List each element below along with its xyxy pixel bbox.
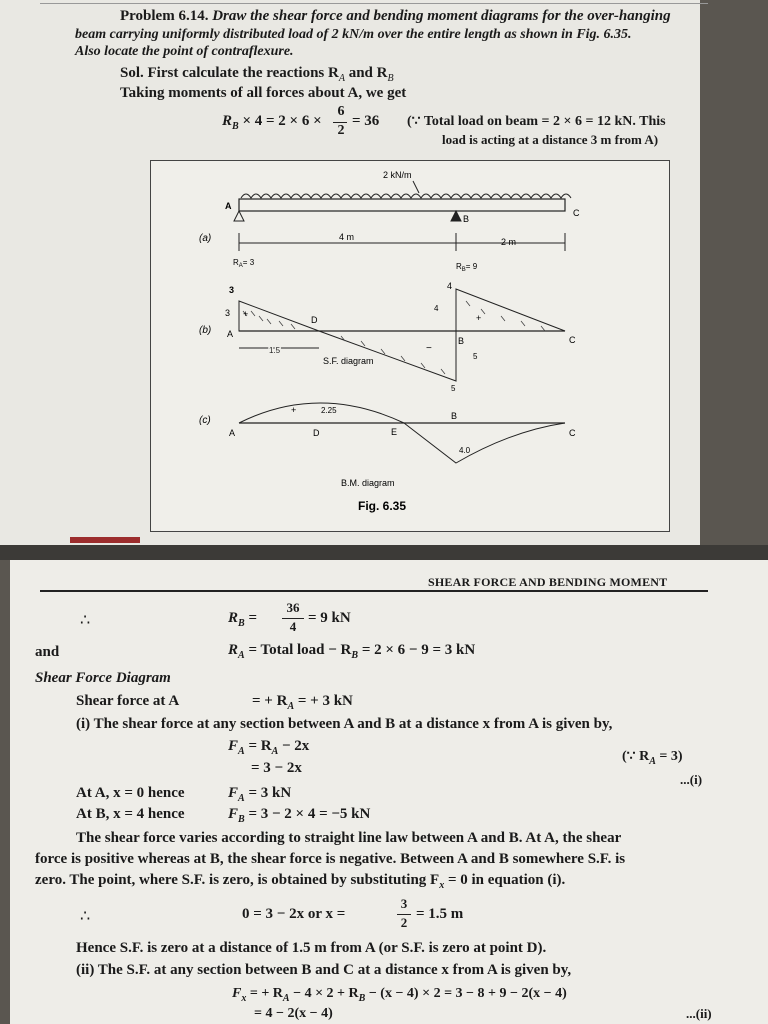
eq-ref-ii: ...(ii): [686, 1006, 712, 1021]
sf-5-bot: 5: [451, 384, 456, 393]
sf-label-d: D: [311, 315, 318, 325]
bm-label-e: E: [391, 427, 398, 437]
figure-caption: Fig. 6.35: [358, 499, 407, 513]
label-b-beam: B: [463, 214, 470, 224]
rb-line-rhs: = 9 kN: [308, 610, 351, 626]
fx-line-1: $F_x$ = + $R_A - 4 \times 2 + R_B - (x - 4) \times 2 = 3 - 8 + 9 - 2(x - 4)$: [232, 986, 567, 1004]
eq-ref-i: ...(i): [680, 772, 703, 787]
label-fig-b: (b): [199, 325, 212, 336]
udl-wave: [241, 194, 571, 198]
label-c-beam: C: [573, 208, 580, 218]
para-line-2: force is positive whereas at B, the shear force is negative. Between A and B somewhere S.F. is: [35, 851, 626, 867]
span-4m: 4 m: [339, 232, 355, 242]
load-label: 2 kN/m: [383, 170, 412, 180]
at-b-rhs: $F_B = 3 - 2 \times 4 = -5$ kN: [228, 806, 371, 825]
bm-label-c: C: [569, 428, 576, 438]
para-line-3: zero. The point, where S.F. is zero, is obtained by substituting $F_x = 0$ in equation (i).: [35, 872, 566, 891]
sf-at-a-val: = + $R_A$ = + 3 kN: [252, 693, 353, 712]
problem-number: Problem 6.14.: [120, 8, 209, 24]
zero-frac-den: 2: [400, 915, 408, 930]
rb-frac-num: 36: [286, 600, 300, 615]
sol-line: Sol. First calculate the reactions $R_A$ and $R_B$: [120, 65, 394, 84]
therefore-1: ∴: [80, 612, 91, 629]
label-fig-c: (c): [199, 415, 211, 426]
rb-frac-den: 4: [289, 619, 297, 634]
sf-at-a: Shear force at A: [76, 693, 180, 709]
bm-label-a: A: [229, 428, 236, 438]
at-b: At B, x = 4 hence: [76, 806, 185, 822]
section-ii-text: (ii) The S.F. at any section between B and C at a distance x from A is given by,: [76, 962, 572, 978]
bm-negative: [404, 423, 565, 463]
rb-line: $R_B$ =: [228, 610, 257, 629]
sf-label-b: B: [458, 336, 465, 346]
beam-diagram: [151, 161, 669, 531]
sf-plus-2: +: [476, 313, 482, 323]
sfd-heading: Shear Force Diagram: [35, 670, 171, 686]
label-a-beam: A: [225, 201, 232, 211]
sf-hatch: [243, 301, 545, 374]
bm-225: 2.25: [321, 406, 337, 415]
fa-line-1: $F_A = R_A - 2x$: [228, 738, 310, 757]
fraction-den: 2: [337, 123, 345, 138]
sf-positive-bc: [456, 289, 565, 331]
fraction-num: 6: [337, 104, 345, 119]
sf-3-top: 3: [229, 285, 235, 295]
header-rule: [40, 590, 708, 592]
problem-line-1: [120, 8, 671, 25]
bm-label-d: D: [313, 428, 320, 438]
sf-4-top: 4: [447, 281, 453, 291]
support-b: [451, 211, 461, 221]
para-line-1: The shear force varies according to straight line law between A and B. At A, the shear: [76, 830, 622, 846]
section-i-text: (i) The shear force at any section between A and B at a distance x from A is given by,: [76, 716, 613, 732]
zero-equation: 0 = 3 − 2x or x =: [242, 906, 346, 922]
problem-text-2: beam carrying uniformly distributed load of 2 kN/m over the entire length as shown in Fig. 6.35.: [75, 27, 632, 42]
load-arrow: [413, 181, 419, 193]
dist-15: 1.5: [269, 346, 281, 355]
therefore-2: ∴: [80, 908, 91, 925]
label-fig-a: (a): [199, 233, 212, 244]
zero-frac-num: 3: [400, 896, 408, 911]
bm-plus: +: [291, 405, 297, 415]
zero-value: = 1.5 m: [416, 906, 464, 922]
top-page: [0, 0, 700, 545]
note-line-1: (∵ Total load on beam = 2 × 6 = 12 kN. This: [407, 114, 666, 129]
running-header: SHEAR FORCE AND BENDING MOMENT: [428, 575, 668, 589]
sf-label-c: C: [569, 335, 576, 345]
equation-rb: $R_B \times 4 = 2 \times 6$ ×: [222, 113, 322, 132]
at-a-rhs: $F_A = 3$ kN: [228, 785, 292, 804]
ra-note: (∵ $R_A = 3$): [622, 749, 683, 767]
taking-moments: Taking moments of all forces about A, we get: [120, 85, 407, 101]
sf-title: S.F. diagram: [323, 356, 374, 366]
sf-minus: −: [426, 343, 432, 354]
span-2m: 2 m: [501, 237, 517, 247]
support-a: [234, 211, 244, 221]
equation-result: = 36: [352, 113, 380, 129]
red-strip: [70, 537, 140, 543]
sf-4-mid: 4: [434, 304, 439, 313]
sol-text-end: and R: [348, 65, 388, 81]
sf-label-a: A: [227, 329, 234, 339]
ra-line: $R_A$ = Total load − $R_B = 2 \times 6 - 9 = 3$ kN: [228, 642, 476, 661]
beam: [239, 199, 565, 211]
sol-text: First calculate the reactions R: [147, 65, 339, 81]
bm-title: B.M. diagram: [341, 478, 395, 488]
sf-plus-1: +: [243, 309, 249, 319]
ra-label: $R_A= 3$: [233, 258, 255, 269]
at-a: At A, x = 0 hence: [76, 785, 185, 801]
rb-label: $R_B= 9$: [456, 262, 478, 273]
problem-text-1: Draw the shear force and bending moment diagrams for the over-hanging: [212, 8, 671, 24]
fx-line-2: = 4 − 2(x − 4): [254, 1006, 333, 1021]
and-label: and: [35, 644, 60, 660]
bm-label-b: B: [451, 411, 458, 421]
sf-positive-ab: [239, 301, 319, 331]
bottom-page: [10, 560, 768, 1024]
sf-5-mid: 5: [473, 352, 478, 361]
fa-line-2: = 3 − 2x: [251, 760, 302, 776]
figure-6-35: [150, 160, 670, 532]
note-line-2: load is acting at a distance 3 m from A): [442, 132, 659, 147]
page-gutter: [0, 545, 768, 560]
problem-text-3: Also locate the point of contraflexure.: [75, 44, 294, 59]
hence-line: Hence S.F. is zero at a distance of 1.5 m from A (or S.F. is zero at point D).: [76, 940, 547, 956]
sol-label: Sol.: [120, 65, 144, 81]
sf-3-left: 3: [225, 308, 231, 318]
bm-40: 4.0: [459, 446, 471, 455]
top-rule: [40, 3, 708, 4]
